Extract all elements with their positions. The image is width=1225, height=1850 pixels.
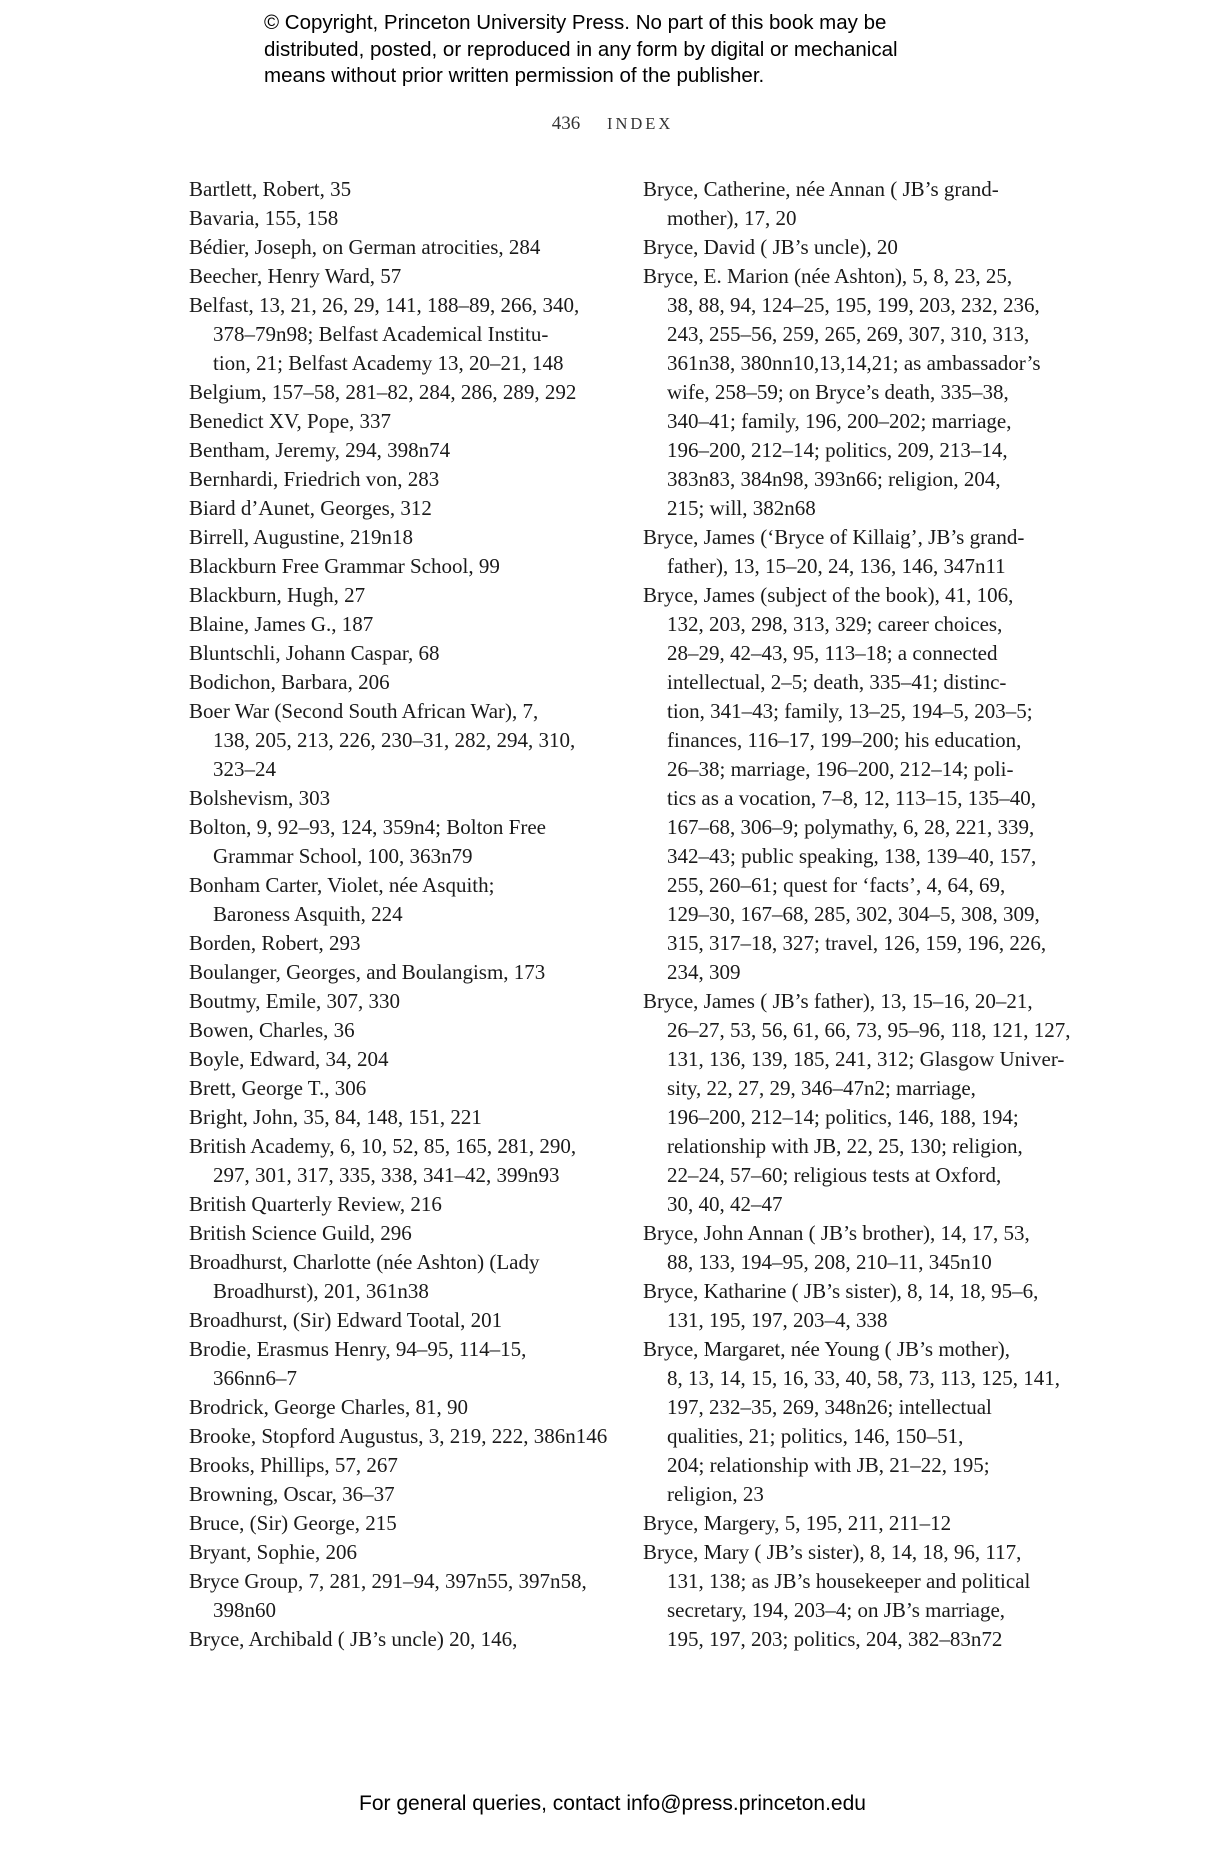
index-entry-line: Bolton, 9, 92–93, 124, 359n4; Bolton Free <box>189 815 546 839</box>
index-entry <box>189 929 619 958</box>
index-entry-line: Bonham Carter, Violet, née Asquith; <box>189 873 495 897</box>
index-entry <box>643 1277 1053 1335</box>
index-entry <box>189 1567 619 1625</box>
index-entry <box>643 1538 1053 1654</box>
index-entry-line: Boer War (Second South African War), 7, <box>189 699 539 723</box>
index-entry-line: 131, 136, 139, 185, 241, 312; Glasgow Univer- <box>667 1047 1065 1071</box>
index-entry-line: Baroness Asquith, 224 <box>213 902 403 926</box>
index-entry-line: 204; relationship with JB, 21–22, 195; <box>667 1453 990 1477</box>
index-entry <box>189 233 619 262</box>
index-entry-line: Boutmy, Emile, 307, 330 <box>189 989 400 1013</box>
index-entry-line: intellectual, 2–5; death, 335–41; distinc- <box>667 670 1007 694</box>
index-entry-line: Bernhardi, Friedrich von, 283 <box>189 467 440 491</box>
index-entry-line: finances, 116–17, 199–200; his education, <box>667 728 1022 752</box>
index-entry <box>643 1219 1053 1277</box>
index-entry-line: Bryce, James (subject of the book), 41, 106, <box>643 583 1014 607</box>
copyright-notice <box>264 10 1024 90</box>
index-entry-line: tics as a vocation, 7–8, 12, 113–15, 135–40, <box>667 786 1037 810</box>
index-entry-line: Bryce, Margery, 5, 195, 211, 211–12 <box>643 1511 952 1535</box>
index-entry-line: 297, 301, 317, 335, 338, 341–42, 399n93 <box>213 1163 560 1187</box>
index-entry <box>643 233 1053 262</box>
index-entry <box>189 871 619 929</box>
index-entry-line: mother), 17, 20 <box>667 206 797 230</box>
index-entry-line: Bluntschli, Johann Caspar, 68 <box>189 641 440 665</box>
index-entry <box>189 436 619 465</box>
index-entry <box>189 204 619 233</box>
index-entry-line: Brodrick, George Charles, 81, 90 <box>189 1395 468 1419</box>
index-entry-line: tion, 21; Belfast Academy 13, 20–21, 148 <box>213 351 564 375</box>
index-entry <box>189 1451 619 1480</box>
index-entry <box>189 1509 619 1538</box>
index-entry-line: 138, 205, 213, 226, 230–31, 282, 294, 310, <box>213 728 576 752</box>
index-entry <box>189 1393 619 1422</box>
index-entry <box>643 523 1053 581</box>
index-entry-line: Brett, George T., 306 <box>189 1076 367 1100</box>
index-entry <box>189 378 619 407</box>
index-entry-line: 30, 40, 42–47 <box>667 1192 783 1216</box>
index-entry <box>189 1190 619 1219</box>
index-entry-line: Bartlett, Robert, 35 <box>189 177 352 201</box>
index-entry-line: Bryce, James ( JB’s father), 13, 15–16, 20–21, <box>643 989 1033 1013</box>
index-entry-line: Brooks, Phillips, 57, 267 <box>189 1453 398 1477</box>
index-entry-line: 243, 255–56, 259, 265, 269, 307, 310, 313, <box>667 322 1030 346</box>
index-entry-line: Blaine, James G., 187 <box>189 612 374 636</box>
index-entry-line: Bolshevism, 303 <box>189 786 331 810</box>
index-entry-line: 255, 260–61; quest for ‘facts’, 4, 64, 69, <box>667 873 1006 897</box>
index-entry-line: 196–200, 212–14; politics, 146, 188, 194; <box>667 1105 1019 1129</box>
index-entry-line: 383n83, 384n98, 393n66; religion, 204, <box>667 467 1001 491</box>
index-entry <box>189 1480 619 1509</box>
index-entry-line: Bédier, Joseph, on German atrocities, 284 <box>189 235 541 259</box>
index-entry <box>189 1219 619 1248</box>
index-entry <box>189 175 619 204</box>
index-entry <box>189 1045 619 1074</box>
index-entry <box>189 552 619 581</box>
index-entry-line: Bryce, Margaret, née Young ( JB’s mother), <box>643 1337 1011 1361</box>
index-entry-line: Boyle, Edward, 34, 204 <box>189 1047 389 1071</box>
index-entry-line: 315, 317–18, 327; travel, 126, 159, 196, 226, <box>667 931 1047 955</box>
index-entry <box>189 668 619 697</box>
index-entry <box>189 262 619 291</box>
index-entry <box>189 1625 619 1654</box>
copyright-line: © Copyright, Princeton University Press. No part of this book may be <box>264 11 887 34</box>
index-entry-line: 361n38, 380nn10,13,14,21; as ambassador’s <box>667 351 1041 375</box>
index-entry-line: 342–43; public speaking, 138, 139–40, 157, <box>667 844 1037 868</box>
index-entry-line: Belfast, 13, 21, 26, 29, 141, 188–89, 266, 340, <box>189 293 580 317</box>
index-entry-line: Broadhurst), 201, 361n38 <box>213 1279 429 1303</box>
index-entry-line: 167–68, 306–9; polymathy, 6, 28, 221, 339, <box>667 815 1035 839</box>
index-entry-line: Bryce, Katharine ( JB’s sister), 8, 14, 18, 95–6, <box>643 1279 1039 1303</box>
index-entry <box>189 1248 619 1306</box>
footer-contact: For general queries, contact info@press.princeton.edu <box>359 1792 866 1815</box>
index-entry <box>643 1509 1053 1538</box>
page-number: 436 <box>551 113 581 134</box>
index-column-left <box>189 175 619 1654</box>
index-entry <box>189 465 619 494</box>
index-entry-line: Borden, Robert, 293 <box>189 931 361 955</box>
index-entry <box>189 639 619 668</box>
index-entry-line: religion, 23 <box>667 1482 764 1506</box>
index-entry <box>189 1538 619 1567</box>
index-column-right <box>643 175 1071 1654</box>
copyright-line: distributed, posted, or reproduced in any form by digital or mechanical <box>264 37 898 61</box>
index-entry-line: 366nn6–7 <box>213 1366 297 1390</box>
index-entry-line: British Science Guild, 296 <box>189 1221 412 1245</box>
index-entry <box>189 1422 619 1451</box>
index-entry-line: British Quarterly Review, 216 <box>189 1192 442 1216</box>
index-entry-line: Brooke, Stopford Augustus, 3, 219, 222, 386n146 <box>189 1424 608 1448</box>
index-entry <box>189 494 619 523</box>
index-entry <box>643 987 1071 1219</box>
index-entry-line: wife, 258–59; on Bryce’s death, 335–38, <box>667 380 1009 404</box>
index-entry-line: Belgium, 157–58, 281–82, 284, 286, 289, 292 <box>189 380 577 404</box>
copyright-line: means without prior written permission of the publisher. <box>264 64 765 87</box>
index-entry <box>189 1103 619 1132</box>
index-entry-line: 38, 88, 94, 124–25, 195, 199, 203, 232, 236, <box>667 293 1040 317</box>
index-entry <box>189 1074 619 1103</box>
index-entry-line: 26–27, 53, 56, 61, 66, 73, 95–96, 118, 121, 127, <box>667 1018 1071 1042</box>
index-entry-line: sity, 22, 27, 29, 346–47n2; marriage, <box>667 1076 976 1100</box>
index-entry-line: Bowen, Charles, 36 <box>189 1018 355 1042</box>
index-entry-line: relationship with JB, 22, 25, 130; religion, <box>667 1134 1023 1158</box>
index-entry-line: secretary, 194, 203–4; on JB’s marriage, <box>667 1598 1006 1622</box>
index-entry-line: 215; will, 382n68 <box>667 496 816 520</box>
index-entry-line: 197, 232–35, 269, 348n26; intellectual <box>667 1395 992 1419</box>
index-entry <box>189 813 619 871</box>
index-entry-line: Birrell, Augustine, 219n18 <box>189 525 413 549</box>
index-entry-line: Beecher, Henry Ward, 57 <box>189 264 402 288</box>
index-entry-line: 131, 195, 197, 203–4, 338 <box>667 1308 888 1332</box>
index-entry <box>189 1335 619 1393</box>
index-entry-line: 28–29, 42–43, 95, 113–18; a connected <box>667 641 998 665</box>
running-head <box>0 113 1225 135</box>
index-entry-line: Blackburn, Hugh, 27 <box>189 583 366 607</box>
index-entry-line: 398n60 <box>213 1598 276 1622</box>
index-entry-line: Bryce Group, 7, 281, 291–94, 397n55, 397n58, <box>189 1569 587 1593</box>
index-entry <box>189 784 619 813</box>
index-entry-line: Bruce, (Sir) George, 215 <box>189 1511 397 1535</box>
index-entry-line: Brodie, Erasmus Henry, 94–95, 114–15, <box>189 1337 527 1361</box>
index-entry-line: 132, 203, 298, 313, 329; career choices, <box>667 612 1003 636</box>
index-entry-line: Broadhurst, (Sir) Edward Tootal, 201 <box>189 1308 503 1332</box>
index-entry-line: 22–24, 57–60; religious tests at Oxford, <box>667 1163 1002 1187</box>
index-entry-line: Boulanger, Georges, and Boulangism, 173 <box>189 960 546 984</box>
index-entry <box>643 1335 1060 1509</box>
index-entry-line: father), 13, 15–20, 24, 136, 146, 347n11 <box>667 554 1006 578</box>
index-entry-line: Bright, John, 35, 84, 148, 151, 221 <box>189 1105 482 1129</box>
index-entry-line: tion, 341–43; family, 13–25, 194–5, 203–5; <box>667 699 1033 723</box>
index-entry-line: 378–79n98; Belfast Academical Institu- <box>213 322 549 346</box>
index-entry-line: Bryant, Sophie, 206 <box>189 1540 357 1564</box>
index-entry-line: Bentham, Jeremy, 294, 398n74 <box>189 438 451 462</box>
index-entry-line: Broadhurst, Charlotte (née Ashton) (Lady <box>189 1250 540 1274</box>
index-entry <box>189 581 619 610</box>
index-entry-line: 131, 138; as JB’s housekeeper and political <box>667 1569 1031 1593</box>
index-entry <box>189 1132 619 1190</box>
index-entry-line: Bryce, Mary ( JB’s sister), 8, 14, 18, 96, 117, <box>643 1540 1022 1564</box>
index-entry-line: Bryce, David ( JB’s uncle), 20 <box>643 235 898 259</box>
index-entry-line: 195, 197, 203; politics, 204, 382–83n72 <box>667 1627 1003 1651</box>
index-entry-line: 26–38; marriage, 196–200, 212–14; poli- <box>667 757 1014 781</box>
index-entry-line: 323–24 <box>213 757 276 781</box>
index-entry-line: Bryce, John Annan ( JB’s brother), 14, 17, 53, <box>643 1221 1030 1245</box>
index-entry-line: British Academy, 6, 10, 52, 85, 165, 281, 290, <box>189 1134 577 1158</box>
index-entry <box>643 262 1053 523</box>
index-entry <box>189 523 619 552</box>
index-entry <box>189 610 619 639</box>
index-entry-line: 196–200, 212–14; politics, 209, 213–14, <box>667 438 1008 462</box>
index-entry <box>189 1306 619 1335</box>
index-entry <box>643 175 1053 233</box>
index-entry-line: Benedict XV, Pope, 337 <box>189 409 392 433</box>
index-entry-line: 340–41; family, 196, 200–202; marriage, <box>667 409 1012 433</box>
index-entry-line: qualities, 21; politics, 146, 150–51, <box>667 1424 964 1448</box>
index-entry <box>643 581 1053 987</box>
index-entry <box>189 958 619 987</box>
index-entry <box>189 987 619 1016</box>
index-entry <box>189 697 619 784</box>
index-entry <box>189 1016 619 1045</box>
index-entry <box>189 291 619 378</box>
index-entry-line: Blackburn Free Grammar School, 99 <box>189 554 500 578</box>
index-entry-line: 234, 309 <box>667 960 741 984</box>
index-entry-line: Bryce, E. Marion (née Ashton), 5, 8, 23, 25, <box>643 264 1013 288</box>
index-entry-line: Biard d’Aunet, Georges, 312 <box>189 496 432 520</box>
index-entry-line: 88, 133, 194–95, 208, 210–11, 345n10 <box>667 1250 992 1274</box>
index-entry-line: Bryce, Archibald ( JB’s uncle) 20, 146, <box>189 1627 518 1651</box>
index-entry-line: 8, 13, 14, 15, 16, 33, 40, 58, 73, 113, 125, 141, <box>667 1366 1060 1390</box>
index-entry-line: Grammar School, 100, 363n79 <box>213 844 473 868</box>
index-entry-line: Bryce, Catherine, née Annan ( JB’s grand- <box>643 177 999 201</box>
section-label: INDEX <box>606 114 674 133</box>
index-entry-line: Browning, Oscar, 36–37 <box>189 1482 395 1506</box>
index-entry-line: 129–30, 167–68, 285, 302, 304–5, 308, 309, <box>667 902 1040 926</box>
index-entry-line: Bryce, James (‘Bryce of Killaig’, JB’s grand- <box>643 525 1025 549</box>
index-entry-line: Bodichon, Barbara, 206 <box>189 670 390 694</box>
index-entry-line: Bavaria, 155, 158 <box>189 206 339 230</box>
index-entry <box>189 407 619 436</box>
